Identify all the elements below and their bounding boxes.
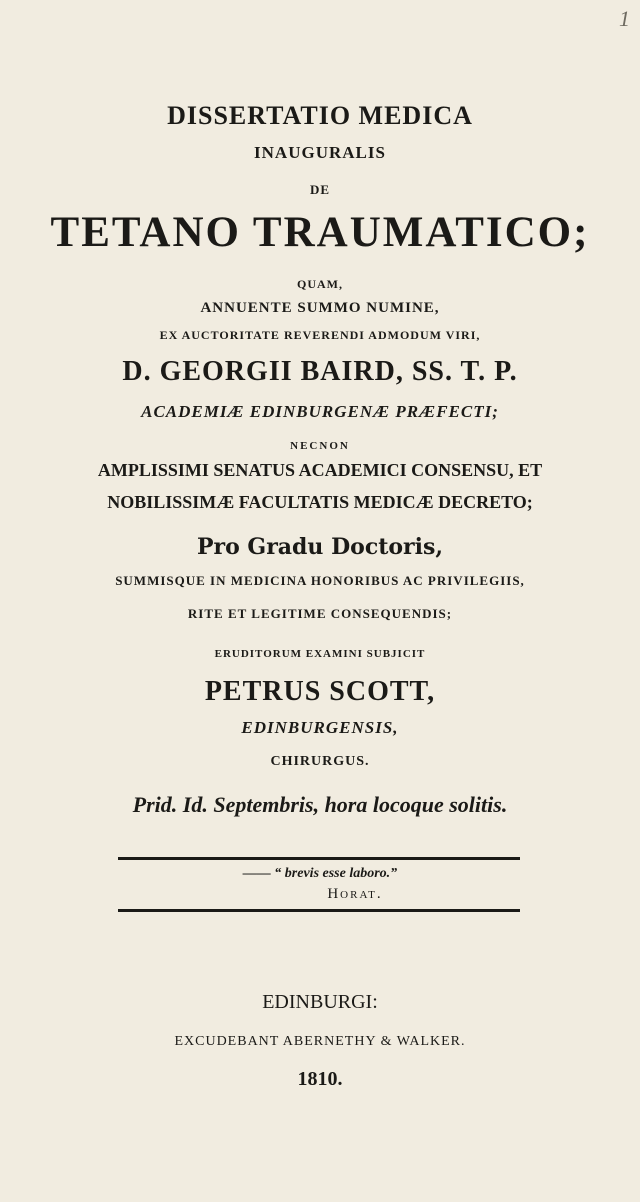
- title-line-eruditorum: ERUDITORUM EXAMINI SUBJICIT: [214, 648, 426, 660]
- title-line-quam: QUAM,: [297, 277, 343, 291]
- imprint-city: EDINBURGI:: [262, 991, 378, 1013]
- title-line-dissertatio: DISSERTATIO MEDICA: [167, 101, 473, 130]
- title-line-pro-gradu: Pro Gradu Doctoris,: [196, 534, 444, 560]
- epigraph-attribution: Horat.: [327, 886, 383, 902]
- author-name: PETRUS SCOTT,: [204, 676, 436, 707]
- title-line-facultatis: NOBILISSIMÆ FACULTATIS MEDICÆ DECRETO;: [107, 492, 533, 512]
- title-line-annuente: ANNUENTE SUMMO NUMINE,: [200, 300, 440, 316]
- imprint-year: 1810.: [297, 1068, 343, 1090]
- imprint-printers: EXCUDEBANT ABERNETHY & WALKER.: [174, 1034, 466, 1049]
- principal-name: D. GEORGII BAIRD, SS. T. P.: [122, 356, 518, 387]
- title-line-auctoritate: EX AUCTORITATE REVERENDI ADMODUM VIRI,: [159, 328, 481, 342]
- author-title: CHIRURGUS.: [270, 754, 370, 769]
- author-origin: EDINBURGENSIS,: [241, 718, 399, 737]
- epigraph-bottom-rule: [118, 909, 520, 912]
- page-number-mark: 1: [619, 6, 630, 31]
- title-line-senatus: AMPLISSIMI SENATUS ACADEMICI CONSENSU, ET: [97, 460, 543, 480]
- title-line-rite: RITE ET LEGITIME CONSEQUENDIS;: [187, 606, 453, 621]
- defence-date: Prid. Id. Septembris, hora locoque solitis.: [132, 792, 508, 817]
- thesis-title: TETANO TRAUMATICO;: [50, 209, 590, 256]
- title-line-summisque: SUMMISQUE IN MEDICINA HONORIBUS AC PRIVILEGIIS,: [115, 573, 525, 588]
- epigraph-top-rule: [118, 857, 520, 860]
- title-line-academiae: ACADEMIÆ EDINBURGENÆ PRÆFECTI;: [141, 402, 499, 421]
- title-line-necnon: NECNON: [290, 440, 350, 452]
- epigraph-quote: —— “ brevis esse laboro.”: [242, 866, 398, 881]
- title-line-inauguralis: INAUGURALIS: [254, 143, 386, 162]
- title-line-de: DE: [309, 182, 331, 197]
